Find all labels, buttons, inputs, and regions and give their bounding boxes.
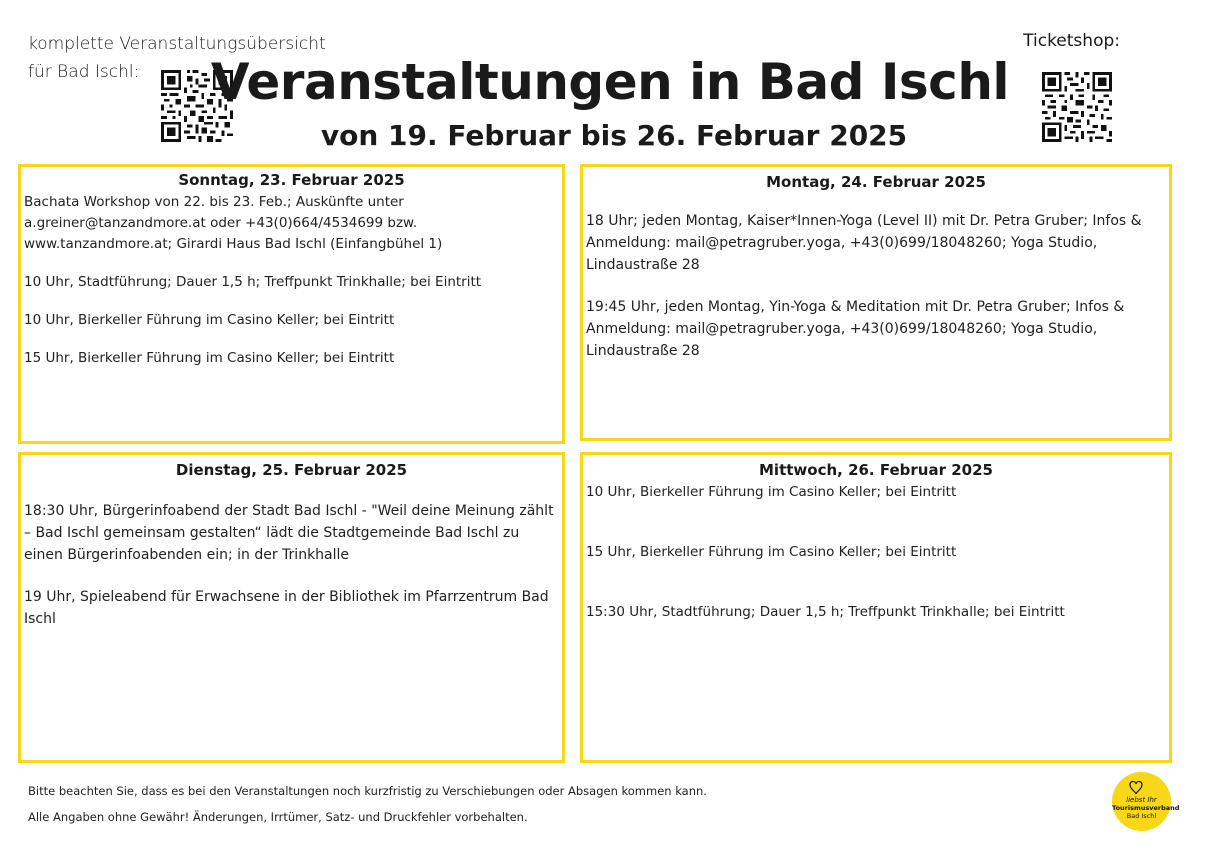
day-heading: Sonntag, 23. Februar 2025 [178, 171, 405, 189]
qr-code-icon [1042, 72, 1112, 142]
logo-line-2: Bad Ischl [1126, 812, 1157, 820]
intro-line-1: komplette Veranstaltungsübersicht [28, 34, 326, 54]
qr-code-ticketshop-icon[interactable] [1042, 72, 1112, 142]
heart-logo-icon [1124, 778, 1160, 796]
day-box-wednesday [580, 452, 1172, 763]
footer-note-disclaimer: Alle Angaben ohne Gewähr! Änderungen, Irrtümer, Satz- und Druckfehler vorbehalten. [28, 810, 528, 824]
event-item: Bachata Workshop von 22. bis 23. Feb.; Auskünfte unter a.greiner@tanzandmore.at oder +43(0)664/4534699 bzw. www.tanzandmore.at; Girardi Haus Bad Ischl (Einfangbühel 1) [24, 194, 443, 252]
event-item: 10 Uhr, Bierkeller Führung im Casino Keller; bei Eintritt [586, 484, 957, 500]
tourismusverband-logo [1112, 772, 1180, 831]
event-item: 18:30 Uhr, Bürgerinfoabend der Stadt Bad Ischl - "Weil deine Meinung zählt – Bad Ischl gemeinsam gestalten“ lädt die Stadtgemeinde Bad Ischl zu einen Bürgerinfoabenden ein; in der Trinkhalle [24, 503, 554, 563]
day-box-tuesday [18, 452, 565, 763]
event-item: 15:30 Uhr, Stadtführung; Dauer 1,5 h; Treffpunkt Trinkhalle; bei Eintritt [586, 604, 1065, 620]
page-title: Veranstaltungen in Bad Ischl [210, 53, 1010, 111]
ticketshop-label: Ticketshop: [1023, 31, 1120, 51]
event-item: 19:45 Uhr, jeden Montag, Yin-Yoga & Meditation mit Dr. Petra Gruber; Infos & Anmeldung: mail@petragruber.yoga, +43(0)699/18048260; Yoga Studio, Lindaustraße 28 [586, 299, 1125, 359]
event-item: 19 Uhr, Spieleabend für Erwachsene in der Bibliothek im Pfarrzentrum Bad Ischl [24, 589, 549, 627]
event-item: 15 Uhr, Bierkeller Führung im Casino Keller; bei Eintritt [586, 544, 957, 560]
footer-note-changes: Bitte beachten Sie, dass es bei den Veranstaltungen noch kurzfristig zu Verschiebungen oder Absagen kommen kann. [28, 784, 707, 798]
day-heading: Dienstag, 25. Februar 2025 [175, 461, 408, 479]
day-heading: Mittwoch, 26. Februar 2025 [759, 461, 993, 479]
logo-script-text: liebst Ihr [1126, 796, 1157, 804]
day-heading: Montag, 24. Februar 2025 [766, 173, 986, 191]
event-item: 18 Uhr; jeden Montag, Kaiser*Innen-Yoga (Level II) mit Dr. Petra Gruber; Infos & Anmeldung: mail@petragruber.yoga, +43(0)699/18048260; Yoga Studio, Lindaustraße 28 [586, 213, 1142, 273]
logo-line-1: Tourismusverband [1112, 804, 1180, 812]
date-range-subtitle: von 19. Februar bis 26. Februar 2025 [320, 119, 908, 152]
event-item: 15 Uhr, Bierkeller Führung im Casino Keller; bei Eintritt [24, 350, 395, 366]
day-box-monday [580, 164, 1172, 441]
event-item: 10 Uhr, Bierkeller Führung im Casino Keller; bei Eintritt [24, 312, 395, 328]
intro-line-2: für Bad Ischl: [28, 62, 140, 82]
day-box-sunday [18, 164, 565, 444]
event-item: 10 Uhr, Stadtführung; Dauer 1,5 h; Treffpunkt Trinkhalle; bei Eintritt [24, 274, 482, 290]
